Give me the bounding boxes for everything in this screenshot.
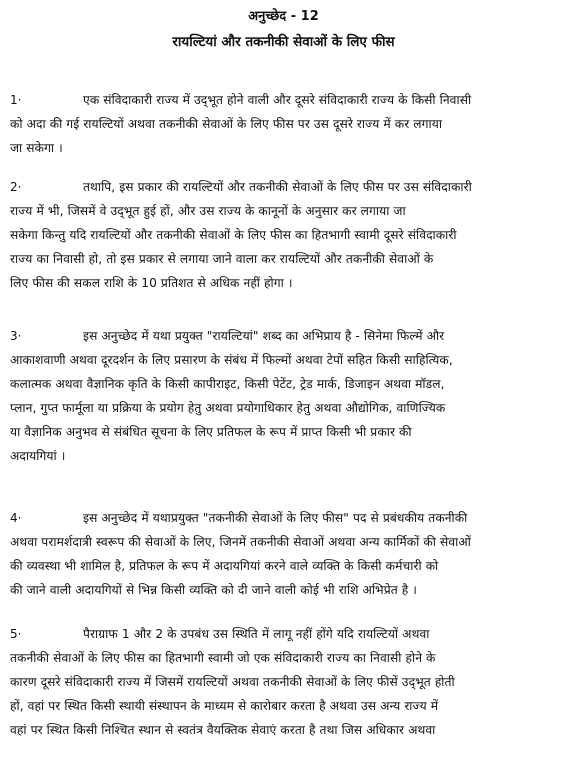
paragraph-line: कलात्मक अथवा वैज्ञानिक कृति के किसी कापीराइट, किसी पेटेंट, ट्रेड मार्क, डिजाइन अथवा मॉडल, bbox=[10, 377, 445, 391]
article-title: रायल्टियां और तकनीकी सेवाओं के लिए फीस bbox=[172, 34, 395, 50]
paragraph-line: कारण दूसरे संविदाकारी राज्य में जिसमें रायल्टियों अथवा तकनीकी सेवाओं के लिए फीसें उद्‌भूत होती bbox=[10, 675, 455, 689]
paragraph-line: की जाने वाली अदायगियों से भिन्न किसी व्यक्ति को दी जाने वाली कोई भी राशि अभिप्रेत है । bbox=[10, 583, 418, 597]
paragraph-line: एक संविदाकारी राज्य में उद्‌भूत होने वाली और दूसरे संविदाकारी राज्य के किसी निवासी bbox=[83, 93, 472, 107]
paragraph-line: आकाशवाणी अथवा दूरदर्शन के लिए प्रसारण के संबंध में फिल्मों अथवा टेपों सहित किसी साहित्यिक, bbox=[10, 353, 453, 367]
paragraph-number: 1· bbox=[10, 93, 22, 107]
paragraph-line: जा सकेगा । bbox=[10, 141, 63, 155]
paragraph-number: 2· bbox=[10, 180, 22, 194]
paragraph-line: लिए फीस की सकल राशि के 10 प्रतिशत से अधिक नहीं होगा । bbox=[10, 276, 293, 290]
paragraph-line: को अदा की गई रायल्टियों अथवा तकनीकी सेवाओं के लिए फीस पर उस दूसरे राज्य में कर लगाया bbox=[10, 117, 443, 131]
paragraph-line: राज्य में भी, जिसमें वे उद्‌भूत हुई हों, और उस राज्य के कानूनों के अनुसार कर लगाया जा bbox=[10, 204, 406, 218]
paragraph-line: की व्यवस्था भी शामिल है, प्रतिफल के रूप में अदायगियां करने वाले व्यक्ति के किसी कर्मचारी को bbox=[10, 559, 439, 573]
paragraph-line: वहां पर स्थित किसी निश्चित स्थान से स्वतंत्र वैयक्तिक सेवाएं करता है तथा जिस अधिकार अथवा bbox=[10, 723, 436, 737]
paragraph-number: 3· bbox=[10, 329, 22, 343]
paragraph-number: 4· bbox=[10, 511, 22, 525]
paragraph-line: प्लान, गुप्त फार्मूला या प्रक्रिया के प्रयोग हेतु अथवा प्रयोगाधिकार हेतु अथवा औद्योगिक, वाणिज्यिक bbox=[10, 401, 446, 415]
paragraph-line: तकनीकी सेवाओं के लिए फीस का हितभागी स्वामी जो एक संविदाकारी राज्य का निवासी होने के bbox=[10, 651, 436, 665]
paragraph-line: सकेगा किन्तु यदि रायल्टियों और तकनीकी सेवाओं के लिए फीस का हितभागी स्वामी दूसरे संविदाकारी bbox=[10, 228, 457, 242]
article-number: अनुच्छेद - 12 bbox=[248, 9, 319, 24]
paragraph-number: 5· bbox=[10, 627, 22, 641]
paragraph-line: इस अनुच्छेद में यथाप्रयुक्त "तकनीकी सेवाओं के लिए फीस" पद से प्रबंधकीय तकनीकी bbox=[83, 511, 468, 525]
paragraph-line: इस अनुच्छेद में यथा प्रयुक्त "रायल्टियां" शब्द का अभिप्राय है - सिनेमा फिल्में और bbox=[83, 329, 445, 343]
paragraph-line: अदायगियां । bbox=[10, 449, 66, 463]
paragraph-line: हों, वहां पर स्थित किसी स्थायी संस्थापन के माध्यम से कारोबार करता है अथवा उस अन्य राज्य में bbox=[10, 699, 439, 713]
paragraph-line: अथवा परामर्शदात्री स्वरूप की सेवाओं के लिए, जिनमें तकनीकी सेवाओं अथवा अन्य कार्मिकों की सेवाओं bbox=[10, 535, 471, 549]
paragraph-line: या वैज्ञानिक अनुभव से संबंधित सूचना के लिए प्रतिफल के रूप में प्राप्त किसी भी प्रकार की bbox=[10, 425, 412, 439]
paragraph-line: तथापि, इस प्रकार की रायल्टियों और तकनीकी सेवाओं के लिए फीस पर उस संविदाकारी bbox=[83, 180, 472, 194]
paragraph-line: पैराग्राफ 1 और 2 के उपबंध उस स्थिति में लागू नहीं होंगे यदि रायल्टियों अथवा bbox=[83, 627, 430, 641]
paragraph-line: राज्य का निवासी हो, तो इस प्रकार से लगाया जाने वाला कर रायल्टियों और तकनीकी सेवाओं के bbox=[10, 252, 434, 266]
